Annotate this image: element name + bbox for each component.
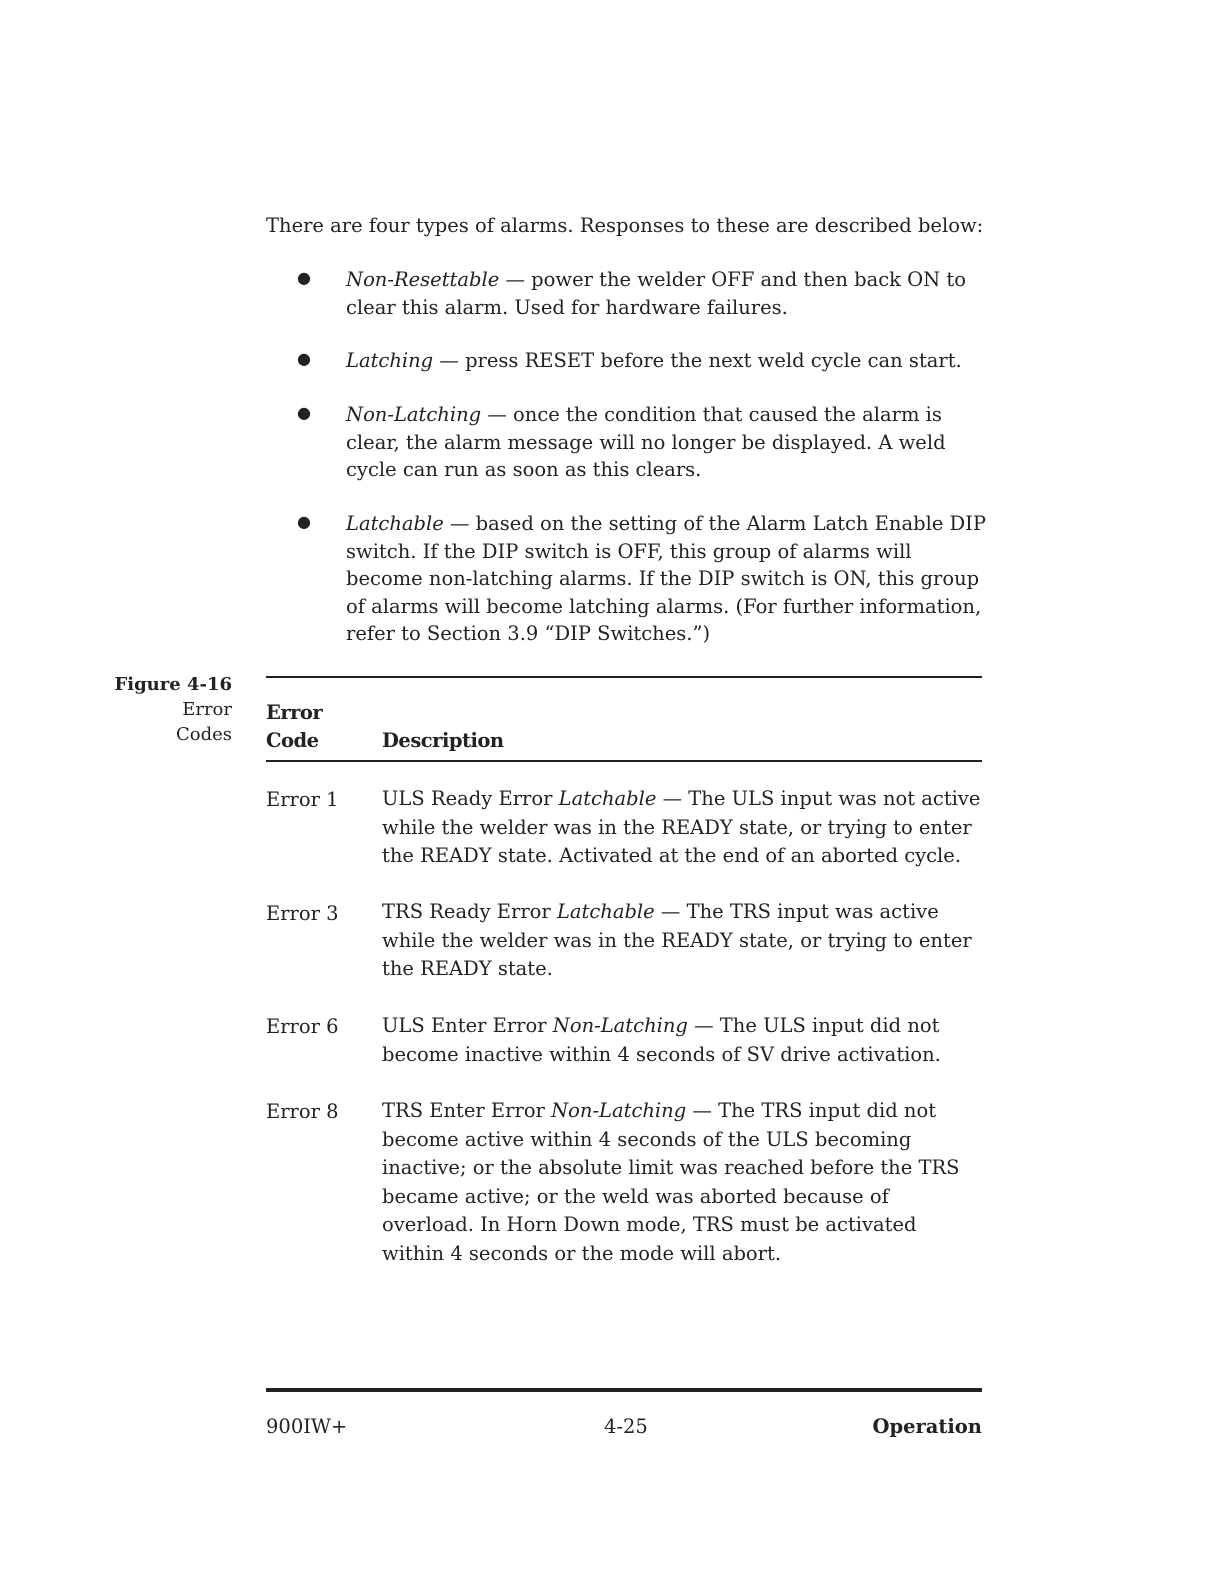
error-description: [382, 1012, 982, 1069]
error-text: — The TRS input was active while the welder was in the READY state, or trying to enter the READY state.: [382, 900, 972, 980]
alarm-desc: — press RESET before the next weld cycle can start.: [433, 349, 962, 372]
alarm-type-item: [346, 347, 986, 375]
error-type: Latchable: [558, 787, 657, 810]
header-code: [266, 699, 322, 755]
error-name: ULS Ready Error: [382, 787, 559, 810]
header-rule: [266, 760, 982, 762]
header-description: Description: [382, 729, 504, 752]
header-code-line1: Error: [266, 701, 323, 724]
error-text: — The TRS input did not become active within 4 seconds of the ULS becoming inactive; or the absolute limit was reached before the TRS became active; or the weld was aborted because of overload. In Horn Down mode, TRS must be activated within 4 seconds or the mode will abort.: [382, 1099, 960, 1265]
error-type: Non-Latching: [552, 1014, 688, 1037]
error-name: TRS Enter Error: [382, 1099, 552, 1122]
error-name: ULS Enter Error: [382, 1014, 553, 1037]
error-code: Error 1: [266, 788, 339, 811]
alarm-type-item: [346, 266, 986, 321]
page-number: 4-25: [604, 1415, 648, 1438]
footer-model: 900IW+: [266, 1415, 348, 1438]
error-text: — The ULS input did not become inactive within 4 seconds of SV drive activation.: [382, 1014, 941, 1066]
table-top-rule: [266, 676, 982, 678]
alarm-term: Latchable: [346, 512, 444, 535]
alarm-type-item: [346, 510, 986, 648]
alarm-desc: — based on the setting of the Alarm Latch Enable DIP switch. If the DIP switch is OFF, this group of alarms will become non-latching alarms. If the DIP switch is ON, this group of alarms will become latching alarms. (For further information, refer to Section 3.9 “DIP Switches.”): [346, 512, 987, 645]
error-type: Latchable: [556, 900, 655, 923]
bullet-icon: ●: [297, 403, 311, 422]
alarm-term: Latching: [346, 349, 434, 372]
error-description: [382, 1097, 982, 1268]
footer-section: Operation: [872, 1415, 982, 1438]
error-description: [382, 785, 982, 871]
bullet-icon: ●: [297, 512, 311, 531]
bullet-icon: ●: [297, 268, 311, 287]
alarm-type-item: [346, 401, 986, 484]
error-type: Non-Latching: [551, 1099, 687, 1122]
alarm-desc: — power the welder OFF and then back ON to clear this alarm. Used for hardware failures.: [346, 268, 966, 319]
figure-caption-line1: Error: [182, 699, 232, 720]
error-text: — The ULS input was not active while the welder was in the READY state, or trying to enter the READY state. Activated at the end of an aborted cycle.: [382, 787, 981, 867]
alarm-desc: — once the condition that caused the alarm is clear, the alarm message will no longer be displayed. A weld cycle can run as soon as this clears.: [346, 403, 946, 481]
footer-rule: [266, 1388, 982, 1392]
alarm-term: Non-Resettable: [346, 268, 500, 291]
error-code: Error 3: [266, 902, 339, 925]
alarm-term: Non-Latching: [346, 403, 482, 426]
error-code: Error 6: [266, 1015, 339, 1038]
intro-text: There are four types of alarms. Responses to these are described below:: [266, 214, 984, 237]
error-code: Error 8: [266, 1100, 339, 1123]
figure-caption-line2: Codes: [175, 724, 232, 745]
figure-label: [114, 672, 232, 747]
figure-number: Figure 4-16: [114, 674, 232, 695]
bullet-icon: ●: [297, 349, 311, 368]
error-name: TRS Ready Error: [382, 900, 557, 923]
error-description: [382, 898, 982, 984]
header-code-line2: Code: [266, 729, 319, 752]
